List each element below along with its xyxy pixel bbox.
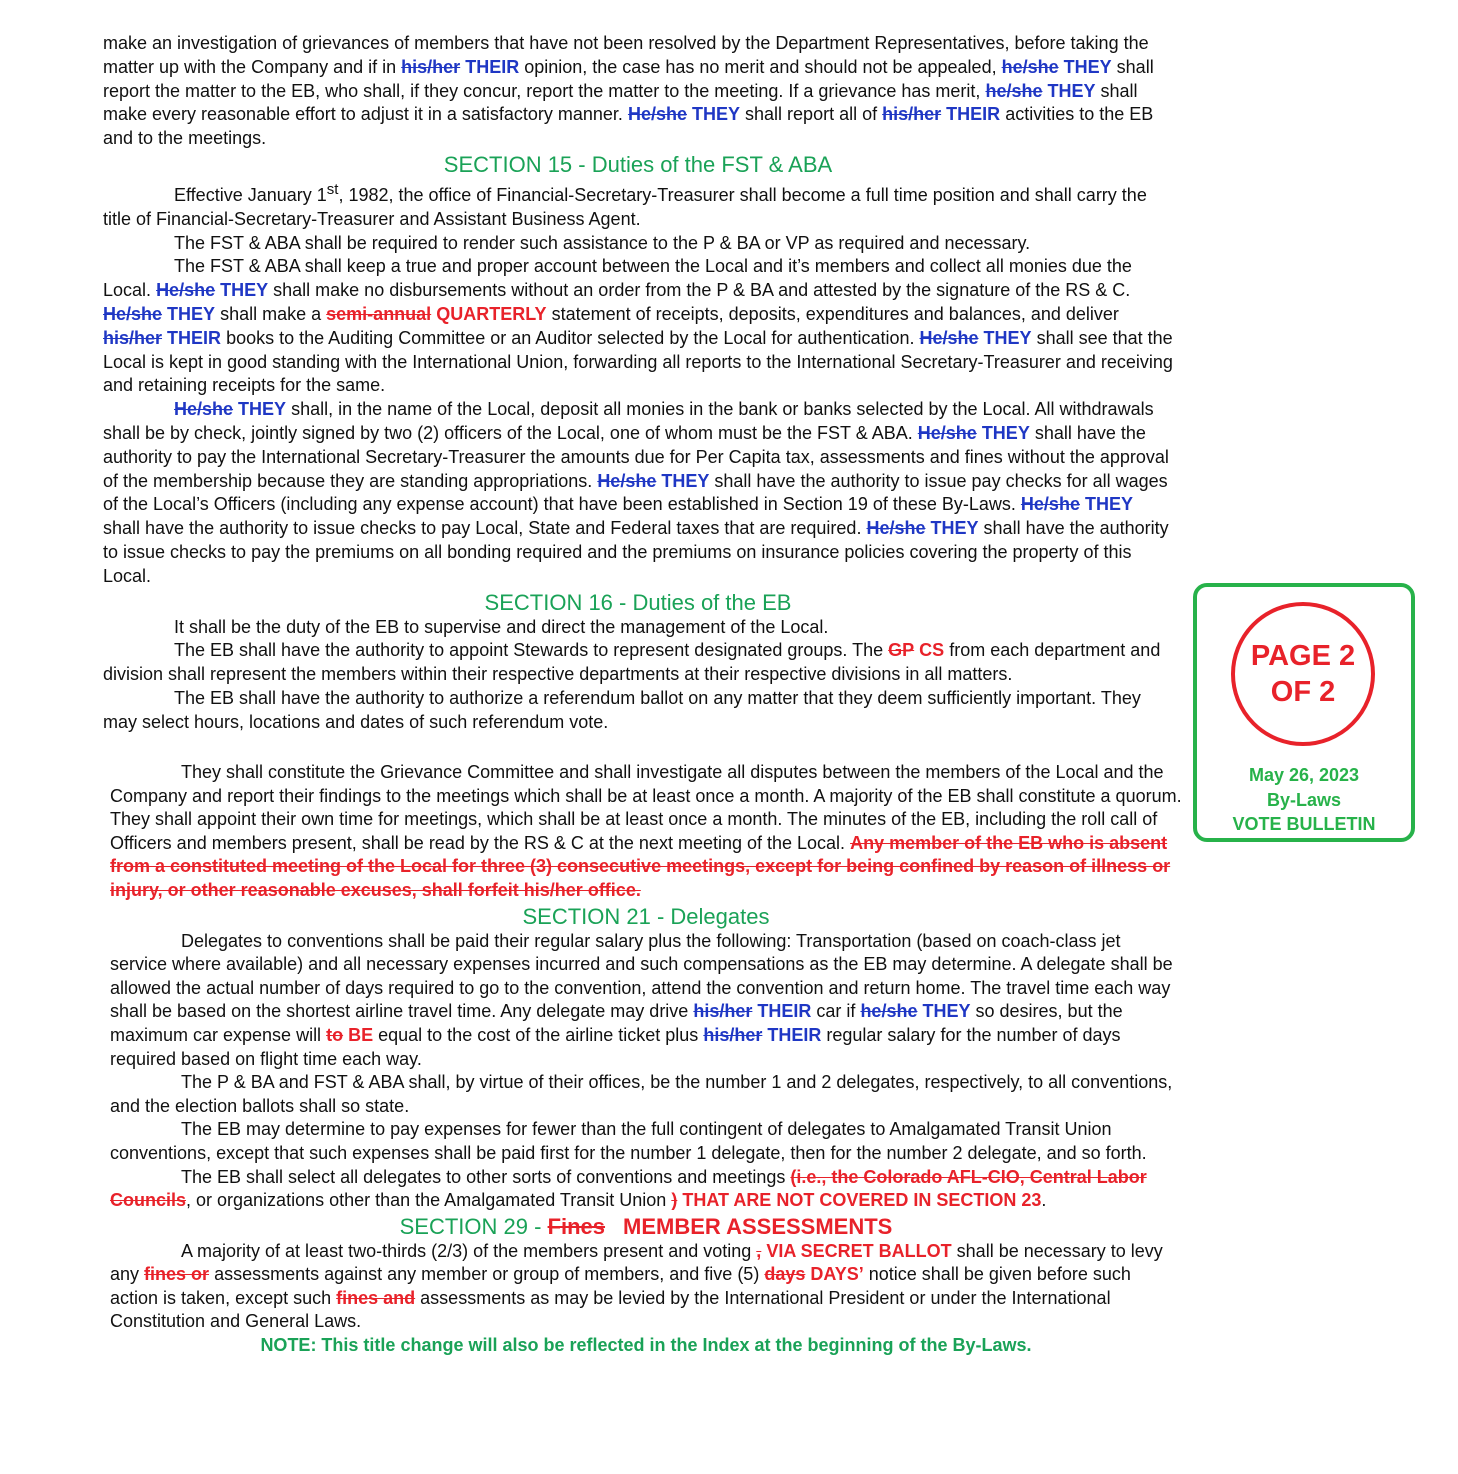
deleted-text: fines or xyxy=(144,1264,210,1285)
section-16-heading: SECTION 16 - Duties of the EB xyxy=(484,589,792,615)
text: Effective January 1 xyxy=(174,184,327,205)
text: , 1982, the office of Financial-Secretary-Treasurer shall become a full time position and shall carry the title of Financial-Secretary-Treasurer and Assistant Business Agent. xyxy=(103,184,1147,229)
bulletin-date: May 26, 2023 xyxy=(1248,765,1360,785)
section-15-paragraph-1 xyxy=(103,178,1173,232)
text: notice shall be given before such action is taken, except such xyxy=(110,1264,1131,1308)
text: Delegates to conventions shall be paid their regular salary plus the following: Transportation (based on coach-class jet service where available) and all necessary expenses incurred and such compensations as the EB may determine. A delegate shall be allowed the actual number of days required to go to the convention, attend the convention and return home. The travel time each way shall be based on the shortest airline travel time. Any delegate may drive xyxy=(110,930,1173,1022)
text: The EB shall select all delegates to other sorts of conventions and meetings xyxy=(181,1166,786,1187)
inserted-text: QUARTERLY xyxy=(436,303,547,324)
deleted-text: GP xyxy=(888,640,915,661)
section-21-paragraph-3: The EB may determine to pay expenses for fewer than the full contingent of delegates to Amalgamated Transit Union conventions, except that such expenses shall be paid first for the number 1 delegate, then for the number 2 delegate, and so forth. xyxy=(110,1119,1147,1163)
inserted-text: THEY xyxy=(1084,494,1133,515)
inserted-text: THEIR xyxy=(465,56,520,77)
section-15-paragraph-2: The FST & ABA shall be required to render such assistance to the P & BA or VP as required and necessary. xyxy=(174,232,1031,253)
deleted-text: semi-annual xyxy=(326,303,432,324)
deleted-text: ) xyxy=(671,1190,678,1211)
text: shall make a xyxy=(220,303,322,324)
text: The EB shall have the authority to appoint Stewards to represent designated groups. The xyxy=(174,640,884,661)
text: opinion, the case has no merit and should not be appealed, xyxy=(524,56,997,77)
text: shall make every reasonable effort to adjust it in a satisfactory manner. xyxy=(103,80,1138,125)
title-change-note: NOTE: This title change will also be reflected in the Index at the beginning of the By-Laws. xyxy=(260,1335,1032,1356)
deleted-text: fines and xyxy=(336,1287,416,1308)
deleted-text: He/she xyxy=(866,518,926,539)
text: shall make no disbursements without an order from the P & BA and attested by the signature of the RS & C. xyxy=(273,280,1131,301)
superscript: st xyxy=(326,180,339,198)
deleted-text: his/her xyxy=(401,56,461,77)
section-16-paragraph-2 xyxy=(103,639,1173,687)
deleted-text: his/her xyxy=(882,104,942,125)
vote-bulletin-badge xyxy=(1193,583,1415,842)
deleted-text: his/her xyxy=(103,327,163,348)
deleted-text: his/her xyxy=(703,1024,763,1045)
text: assessments as may be levied by the International President or under the International Constitution and General Laws. xyxy=(110,1287,1111,1332)
section-15-paragraph-4 xyxy=(103,398,1173,588)
text: shall have the authority to issue checks to pay the premiums on all bonding required and the premiums on insurance policies covering the property of this Local. xyxy=(103,518,1169,586)
inserted-text: THEY xyxy=(1063,56,1112,77)
text: shall have the authority to issue checks to pay Local, State and Federal taxes that are required. xyxy=(103,518,862,539)
bulletin-info xyxy=(1197,763,1411,837)
text: They shall constitute the Grievance Committee and shall investigate all disputes between the members of the Local and the Company and report their findings to the meetings which shall be at least once a month. A majority of the EB shall constitute a quorum. They shall appoint their own time for meetings, which shall be at least once a month. The minutes of the EB, including the roll call of Officers and members present, shall be read by the RS & C at the next meeting of the Local. xyxy=(110,762,1182,853)
section-29-paragraph-1 xyxy=(110,1240,1182,1334)
inserted-text: CS xyxy=(919,640,945,661)
text: shall, in the name of the Local, deposit all monies in the bank or banks selected by the Local. All withdrawals shall be by check, jointly signed by two (2) officers of the Local, one of whom must be the FST & ABA. xyxy=(103,399,1154,443)
deleted-text: He/she xyxy=(597,470,657,491)
deleted-text: He/she xyxy=(917,422,977,443)
inserted-text: THEIR xyxy=(757,1001,812,1022)
deleted-text: he/she xyxy=(985,80,1043,101)
section-29-heading xyxy=(110,1213,1182,1240)
inserted-text: THEY xyxy=(983,327,1032,348)
deleted-text: He/she xyxy=(919,327,979,348)
text: shall have the authority to issue pay checks for all wages of the Local’s Officers (including any expense account) that have been established in Section 19 of these By-Laws. xyxy=(103,470,1168,515)
text: , or organizations other than the Amalgamated Transit Union xyxy=(186,1190,667,1211)
deleted-text: He/she xyxy=(1020,494,1080,515)
deleted-text: he/she xyxy=(860,1001,918,1022)
heading-text: SECTION 29 - xyxy=(399,1213,542,1239)
bulletin-subject: By-Laws xyxy=(1266,789,1342,810)
section-21-heading: SECTION 21 - Delegates xyxy=(522,903,770,929)
text: statement of receipts, deposits, expenditures and balances, and deliver xyxy=(551,303,1119,324)
inserted-text: VIA SECRET BALLOT xyxy=(766,1240,952,1261)
section-14-continuation xyxy=(103,32,1173,151)
deleted-text: He/she xyxy=(627,104,687,125)
section-16-paragraph-4 xyxy=(110,761,1182,903)
inserted-text: THEY xyxy=(167,303,216,324)
text: books to the Auditing Committee or an Auditor selected by the Local for authentication. xyxy=(226,327,915,348)
inserted-text: THEY xyxy=(220,280,269,301)
deleted-text: He/she xyxy=(174,399,234,420)
inserted-text: THEY xyxy=(930,518,979,539)
deleted-text: He/she xyxy=(103,303,163,324)
text: A majority of at least two-thirds (2/3) of the members present and voting xyxy=(181,1240,752,1261)
inserted-text: BE xyxy=(348,1024,374,1045)
text: shall report all of xyxy=(745,104,878,125)
section-15-paragraph-3 xyxy=(103,255,1173,398)
deleted-text: his/her xyxy=(693,1001,753,1022)
text: shall report the matter to the EB, who shall, if they concur, report the matter to the meeting. If a grievance has merit, xyxy=(103,56,1154,101)
inserted-text: THEIR xyxy=(767,1024,822,1045)
inserted-text: THEY xyxy=(922,1001,971,1022)
deleted-text: Any member of the EB who is absent from a constituted meeting of the Local for three (3) consecutive meetings, except for being confined by reason of illness or injury, or other reasonable excuses, shall forfeit his/her office. xyxy=(110,832,1171,900)
text: assessments against any member or group of members, and five (5) xyxy=(214,1264,760,1285)
inserted-heading-text: MEMBER ASSESSMENTS xyxy=(623,1213,893,1239)
page-count-stamp xyxy=(1231,602,1375,746)
text: from each department and division shall represent the members within their respective departments at their respective divisions in all matters. xyxy=(103,640,1161,685)
deleted-text: He/she xyxy=(156,280,216,301)
upper-text-column xyxy=(103,32,1173,735)
page-count-line-1: PAGE 2 xyxy=(1250,640,1356,672)
inserted-text: THEY xyxy=(981,422,1030,443)
deleted-text: he/she xyxy=(1001,56,1059,77)
text: car if xyxy=(816,1001,856,1022)
text: The FST & ABA shall keep a true and proper account between the Local and it’s members and collect all monies due the Local. xyxy=(103,256,1132,301)
text: so desires, but the maximum car expense will xyxy=(110,1001,1123,1045)
page-count-line-2: OF 2 xyxy=(1270,676,1336,708)
section-15-heading: SECTION 15 - Duties of the FST & ABA xyxy=(443,151,833,177)
inserted-text: DAYS’ xyxy=(810,1264,864,1285)
section-21-paragraph-4 xyxy=(110,1166,1182,1213)
text: activities to the EB and to the meetings. xyxy=(103,104,1154,149)
inserted-text: THAT ARE NOT COVERED IN SECTION 23 xyxy=(682,1190,1042,1211)
text: regular salary for the number of days required based on flight time each way. xyxy=(110,1024,1121,1069)
inserted-text: THEY xyxy=(661,470,710,491)
lower-text-column xyxy=(110,761,1182,1358)
text: shall have the authority to pay the International Secretary-Treasurer the amounts due for Per Capita tax, assessments and fines without the approval of the membership because they are standing appropriations. xyxy=(103,422,1169,491)
inserted-text: THEIR xyxy=(167,327,222,348)
text: make an investigation of grievances of members that have not been resolved by the Department Representatives, before taking the matter up with the Company and if in xyxy=(103,33,1149,77)
deleted-text: , xyxy=(756,1240,762,1261)
section-21-paragraph-1 xyxy=(110,930,1182,1072)
deleted-text: to xyxy=(326,1024,344,1045)
section-21-paragraph-2: The P & BA and FST & ABA shall, by virtue of their offices, be the number 1 and 2 delegates, respectively, to all conventions, and the election ballots shall so state. xyxy=(110,1072,1173,1116)
text: shall be necessary to levy any xyxy=(110,1240,1163,1285)
inserted-text: THEIR xyxy=(946,104,1001,125)
inserted-text: THEY xyxy=(238,399,287,420)
deleted-text: (i.e., the Colorado AFL-CIO, Central Labor Councils xyxy=(110,1166,1147,1211)
section-16-paragraph-1: It shall be the duty of the EB to supervise and direct the management of the Local. xyxy=(174,616,829,637)
text: shall see that the Local is kept in good standing with the International Union, forwarding all reports to the International Secretary-Treasurer and receiving and retaining receipts for the same. xyxy=(103,327,1173,396)
deleted-text: days xyxy=(764,1264,806,1285)
text: . xyxy=(1041,1190,1047,1211)
inserted-text: THEY xyxy=(1047,80,1096,101)
section-16-paragraph-3: The EB shall have the authority to authorize a referendum ballot on any matter that they deem sufficiently important. They may select hours, locations and dates of such referendum vote. xyxy=(103,687,1141,732)
bulletin-title: VOTE BULLETIN xyxy=(1232,814,1376,834)
deleted-heading-text: Fines xyxy=(547,1213,606,1239)
text: equal to the cost of the airline ticket plus xyxy=(378,1024,699,1045)
inserted-text: THEY xyxy=(692,104,741,125)
